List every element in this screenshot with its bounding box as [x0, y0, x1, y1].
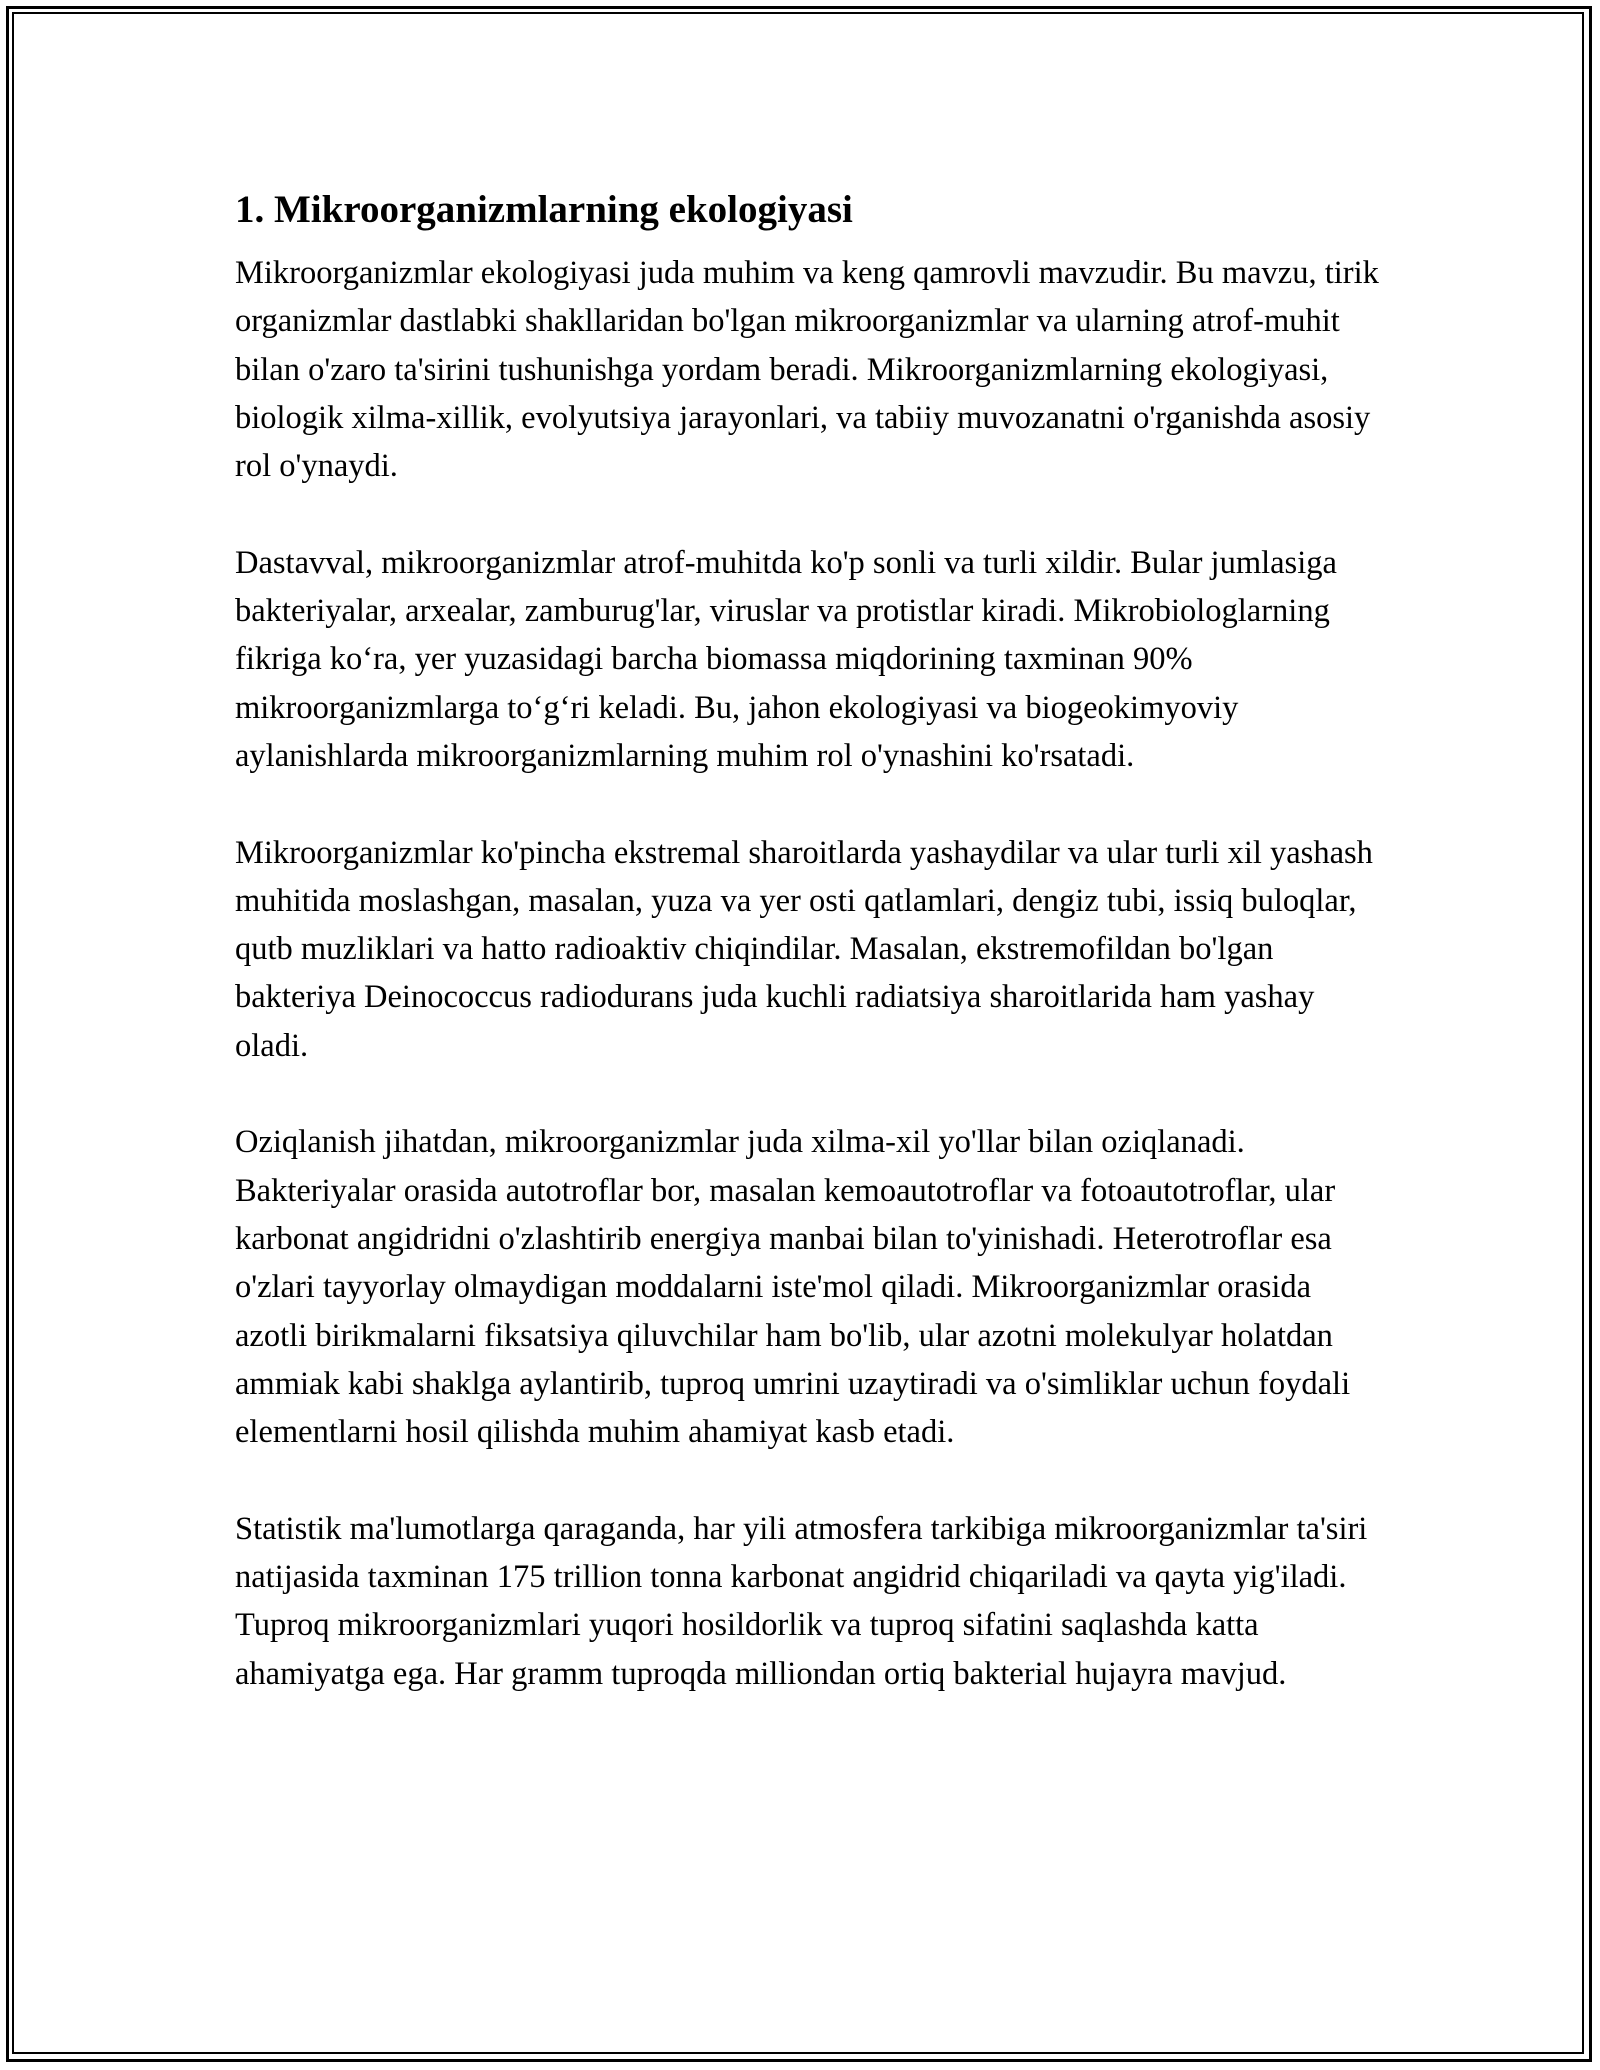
paragraph-diversity: Dastavval, mikroorganizmlar atrof-muhitda ko'p sonli va turli xildir. Bular jumlasiga bakteriyalar, arxealar, zamburug'lar, viruslar va protistlar kiradi. Mikrobiologlarning fikriga ko‘ra, yer yuzasidagi barcha biomassa miqdorining taxminan 90% mikroorganizmlarga to‘g‘ri keladi. Bu, jahon ekologiyasi va biogeokimyoviy aylanishlarda mikroorganizmlarning muhim rol o'ynashini ko'rsatadi. — [235, 544, 1337, 774]
page-title: 1. Mikroorganizmlarning ekologiyasi — [235, 188, 853, 231]
paragraph-nutrition: Oziqlanish jihatdan, mikroorganizmlar juda xilma-xil yo'llar bilan oziqlanadi. Bakteriyalar orasida autotroflar bor, masalan kemoautotroflar va fotoautotroflar, ular karbonat angidridni o'zlashtirib energiya manbai bilan to'yinishadi. Heterotroflar esa o'zlari tayyorlay olmaydigan moddalarni iste'mol qiladi. Mikroorganizmlar orasida azotli birikmalarni fiksatsiya qiluvchilar ham bo'lib, ular azotni molekulyar holatdan ammiak kabi shaklga aylantirib, tuproq umrini uzaytiradi va o'simliklar uchun foydali elementlarni hosil qilishda muhim ahamiyat kasb etadi. — [235, 1124, 1351, 1451]
document-body — [235, 185, 1385, 1746]
paragraph-intro: Mikroorganizmlar ekologiyasi juda muhim va keng qamrovli mavzudir. Bu mavzu, tirik organizmlar dastlabki shakllaridan bo'lgan mikroorganizmlar va ularning atrof-muhit bilan o'zaro ta'sirini tushunishga yordam beradi. Mikroorganizmlarning ekologiyasi, biologik xilma-xillik, evolyutsiya jarayonlari, va tabiiy muvozanatni o'rganishda asosiy rol o'ynaydi. — [235, 255, 1379, 485]
paragraph-statistics: Statistik ma'lumotlarga qaraganda, har yili atmosfera tarkibiga mikroorganizmlar ta'siri natijasida taxminan 175 trillion tonna karbonat angidrid chiqariladi va qayta yig'iladi. Tuproq mikroorganizmlari yuqori hosildorlik va tuproq sifatini saqlashda katta ahamiyatga ega. Har gramm tuproqda milliondan ortiq bakterial hujayra mavjud. — [235, 1510, 1368, 1692]
paragraph-extreme-habitats: Mikroorganizmlar ko'pincha ekstremal sharoitlarda yashaydilar va ular turli xil yashash muhitida moslashgan, masalan, yuza va yer osti qatlamlari, dengiz tubi, issiq buloqlar, qutb muzliklari va hatto radioaktiv chiqindilar. Masalan, ekstremofildan bo'lgan bakteriya Deinococcus radiodurans juda kuchli radiatsiya sharoitlarida ham yashay oladi. — [235, 834, 1373, 1064]
